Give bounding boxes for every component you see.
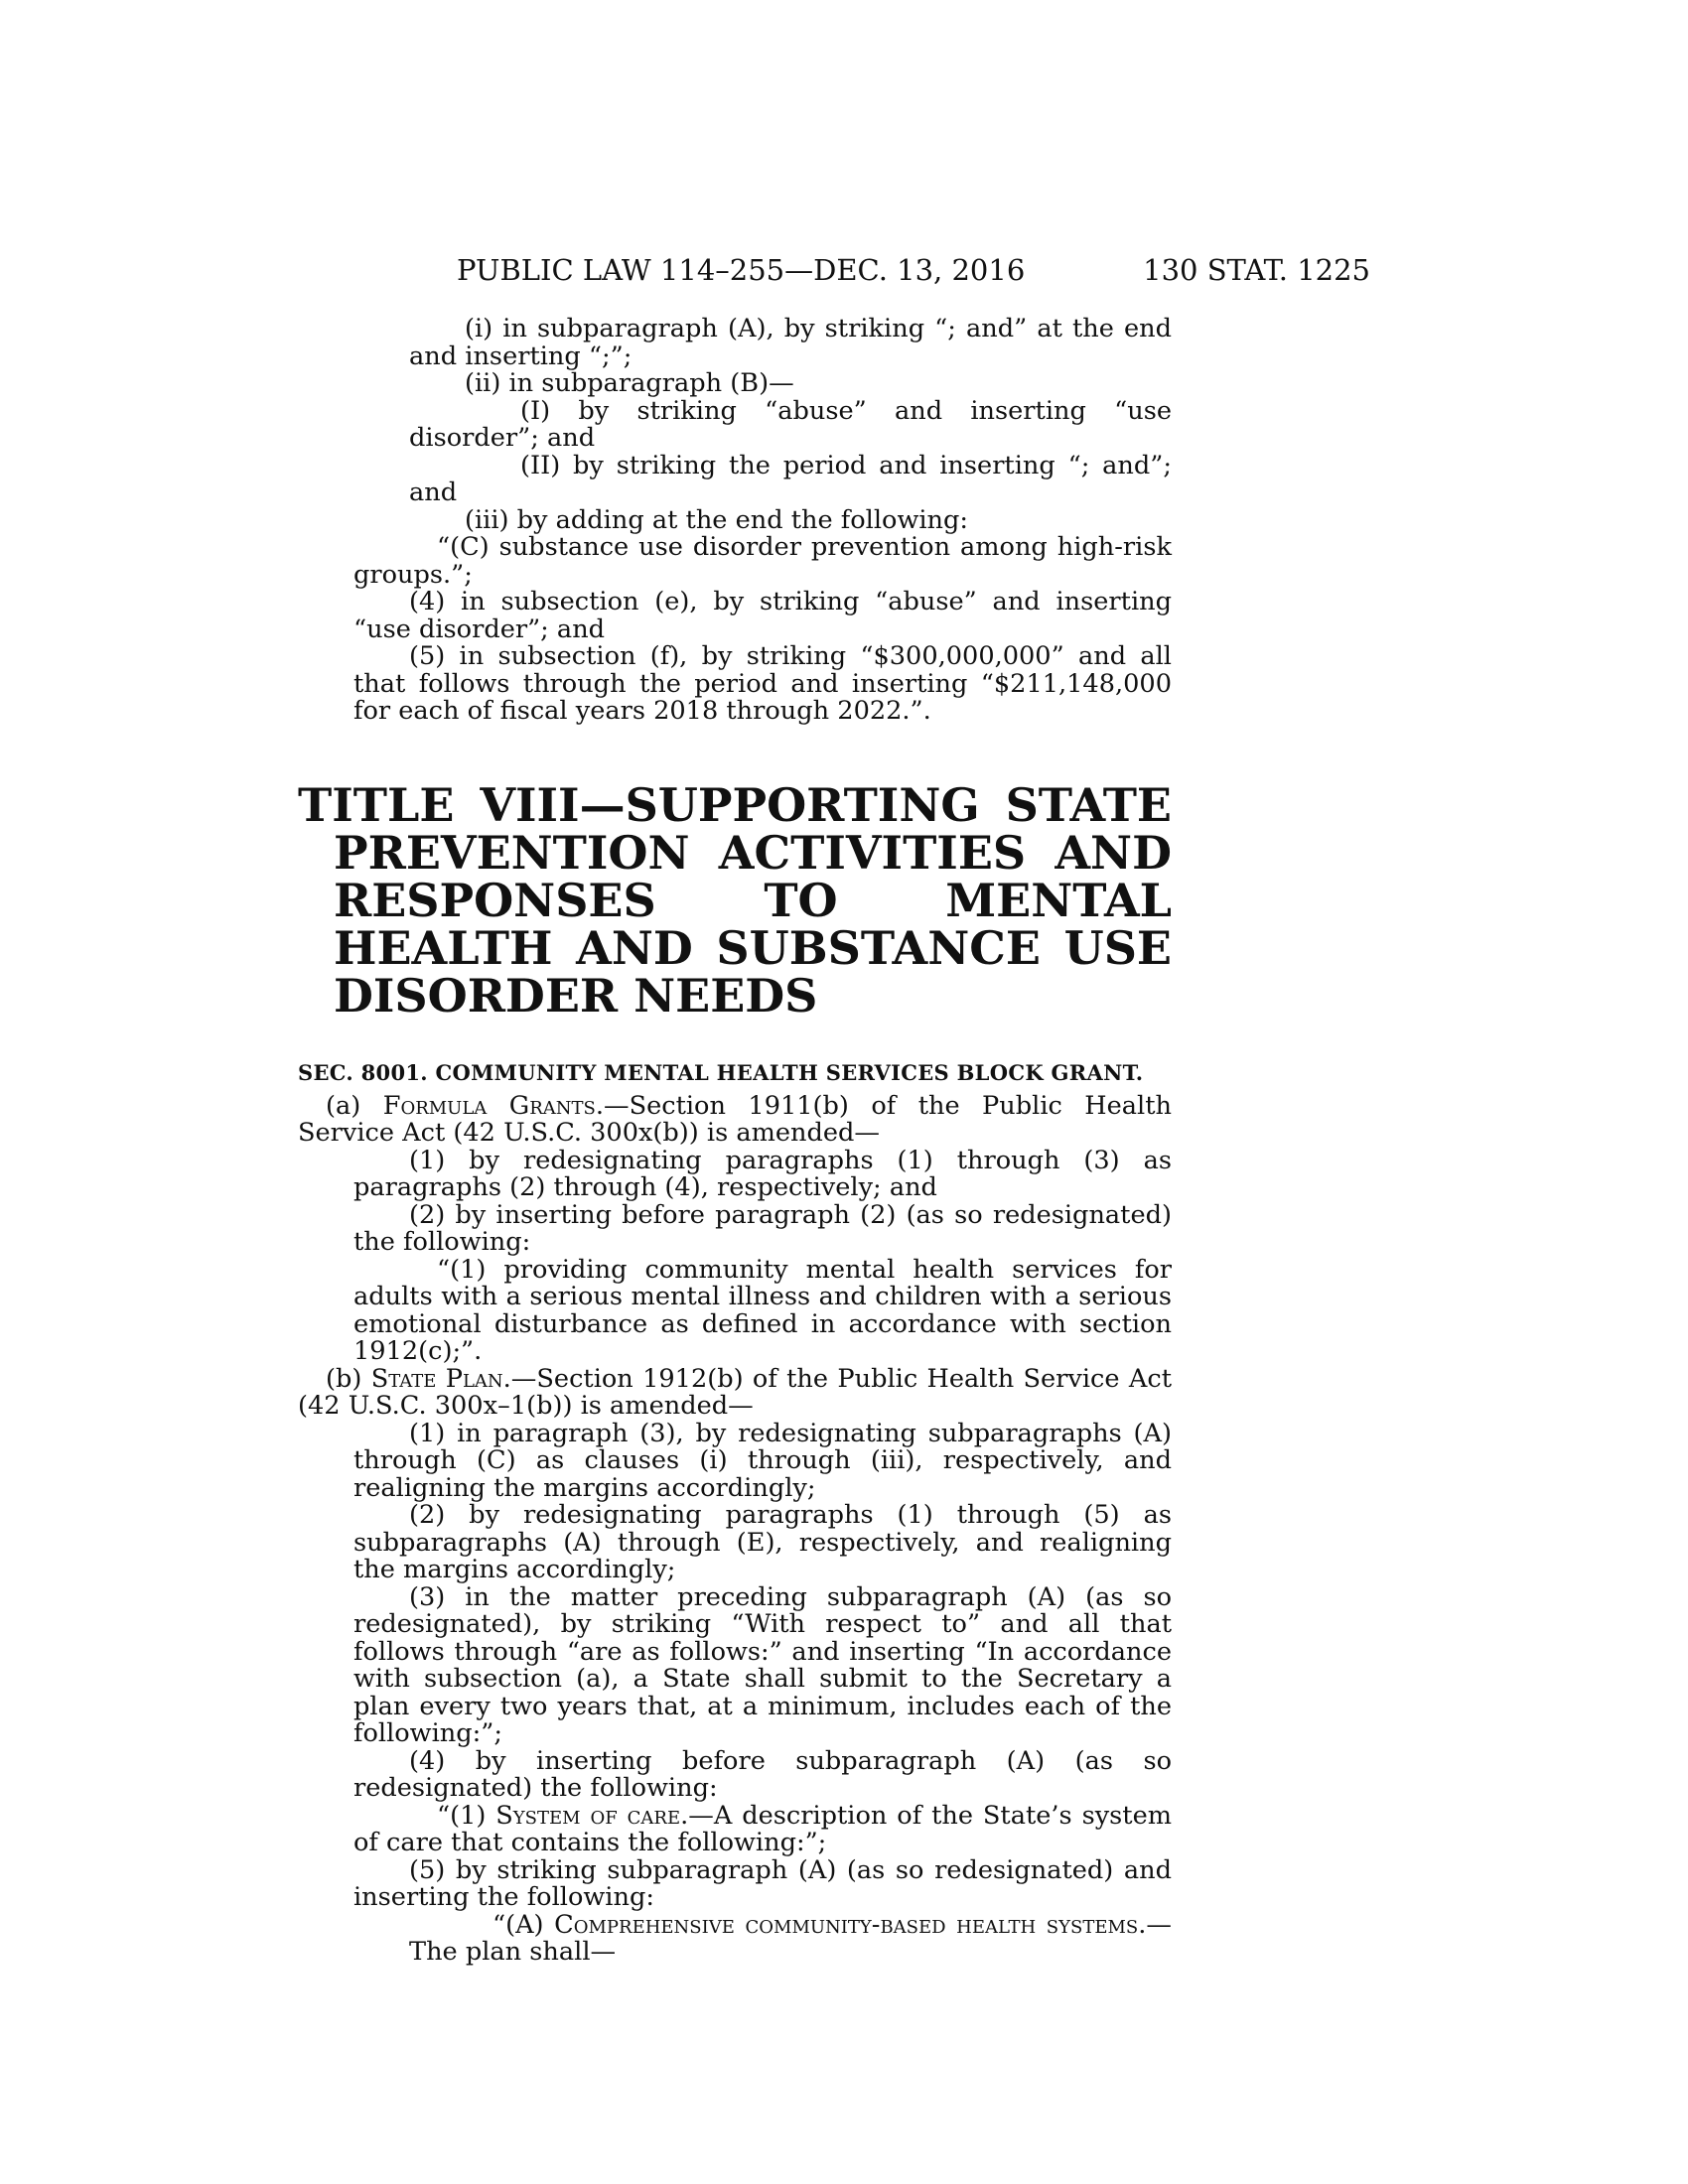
clause-iii: (iii) by adding at the end the following: bbox=[465, 504, 969, 535]
page-body bbox=[298, 316, 1172, 1967]
subsection-a-label: (a) bbox=[326, 1090, 383, 1121]
quoted-comprehensive-systems-text: —The plan shall— bbox=[409, 1909, 1172, 1967]
clause-ii: (ii) in subparagraph (B)— bbox=[465, 368, 794, 398]
subsection-a-text: —Section 1911(b) of the Public Health Service Act (42 U.S.C. 300x(b)) is amended— bbox=[298, 1090, 1172, 1148]
quoted-comprehensive-systems-label: “(A) bbox=[492, 1909, 555, 1940]
quoted-system-of-care-label: “(1) bbox=[437, 1800, 496, 1831]
paragraph-4: (4) in subsection (e), by striking “abuse” and inserting “use disorder”; and bbox=[353, 587, 1172, 644]
section-heading: SEC. 8001. COMMUNITY MENTAL HEALTH SERVICES BLOCK GRANT. bbox=[298, 1059, 1144, 1085]
header-public-law: PUBLIC LAW 114–255—DEC. 13, 2016 bbox=[457, 253, 1026, 287]
quoted-system-of-care-caption: System of care. bbox=[495, 1800, 689, 1831]
subsection-a-paragraph-1: (1) by redesignating paragraphs (1) through (3) as paragraphs (2) through (4), respectively; and bbox=[353, 1145, 1172, 1202]
subsection-b-paragraph-2: (2) by redesignating paragraphs (1) through (5) as subparagraphs (A) through (E), respectively, and realigning the margins accordingly; bbox=[353, 1500, 1172, 1584]
page-header bbox=[457, 250, 1370, 290]
quoted-subparagraph-C: “(C) substance use disorder prevention among high-risk groups.”; bbox=[353, 532, 1172, 590]
subsection-a bbox=[298, 1090, 1172, 1148]
subsection-b-caption: State Plan. bbox=[370, 1363, 511, 1394]
clause-i: (i) in subparagraph (A), by striking “; and” at the end and inserting “;”; bbox=[409, 314, 1172, 371]
subsection-b-paragraph-3: (3) in the matter preceding subparagraph (A) (as so redesignated), by striking “With respect to” and all that follows through “are as follows:” and inserting “In accordance with subsection (a), a State shall submit to the Secretary a plan every two years that, at a minimum, includes each of the following:”; bbox=[353, 1581, 1172, 1748]
subsection-a-quoted-1: “(1) providing community mental health services for adults with a serious mental illness and children with a serious emotional disturbance as defined in accordance with section 1912(c);”. bbox=[353, 1254, 1172, 1366]
paragraph-5: (5) in subsection (f), by striking “$300,000,000” and all that follows through the period and inserting “$211,148,000 for each of fiscal years 2018 through 2022.”. bbox=[353, 641, 1172, 726]
subsection-b-text: —Section 1912(b) of the Public Health Service Act (42 U.S.C. 300x–1(b)) is amended— bbox=[298, 1363, 1172, 1421]
subsection-b-label: (b) bbox=[326, 1363, 371, 1394]
subclause-I: (I) by striking “abuse” and inserting “use disorder”; and bbox=[409, 395, 1172, 453]
header-stat-page: 130 STAT. 1225 bbox=[1143, 253, 1370, 287]
subclause-II: (II) by striking the period and inserting “; and”; and bbox=[409, 450, 1172, 507]
quoted-comprehensive-systems bbox=[298, 1909, 1172, 1967]
subsection-a-caption: Formula Grants. bbox=[382, 1090, 604, 1121]
quoted-system-of-care bbox=[298, 1800, 1172, 1857]
title-heading: TITLE VIII—SUPPORTING STATE PREVENTION ACTIVITIES AND RESPONSES TO MENTAL HEALTH AND SUBSTANCE USE DISORDER NEEDS bbox=[298, 777, 1172, 1023]
subsection-b-paragraph-5: (5) by striking subparagraph (A) (as so redesignated) and inserting the following: bbox=[353, 1854, 1172, 1912]
subsection-a-paragraph-2: (2) by inserting before paragraph (2) (as so redesignated) the following: bbox=[353, 1199, 1172, 1257]
subsection-b-paragraph-1: (1) in paragraph (3), by redesignating subparagraphs (A) through (C) as clauses (i) through (iii), respectively, and realigning the margins accordingly; bbox=[353, 1418, 1172, 1503]
subsection-b-paragraph-4: (4) by inserting before subparagraph (A) (as so redesignated) the following: bbox=[353, 1745, 1172, 1803]
quoted-comprehensive-systems-caption: Comprehensive community-based health systems. bbox=[554, 1909, 1147, 1940]
quoted-system-of-care-text: —A description of the State’s system of care that contains the following:”; bbox=[353, 1800, 1172, 1857]
subsection-b bbox=[298, 1363, 1172, 1421]
